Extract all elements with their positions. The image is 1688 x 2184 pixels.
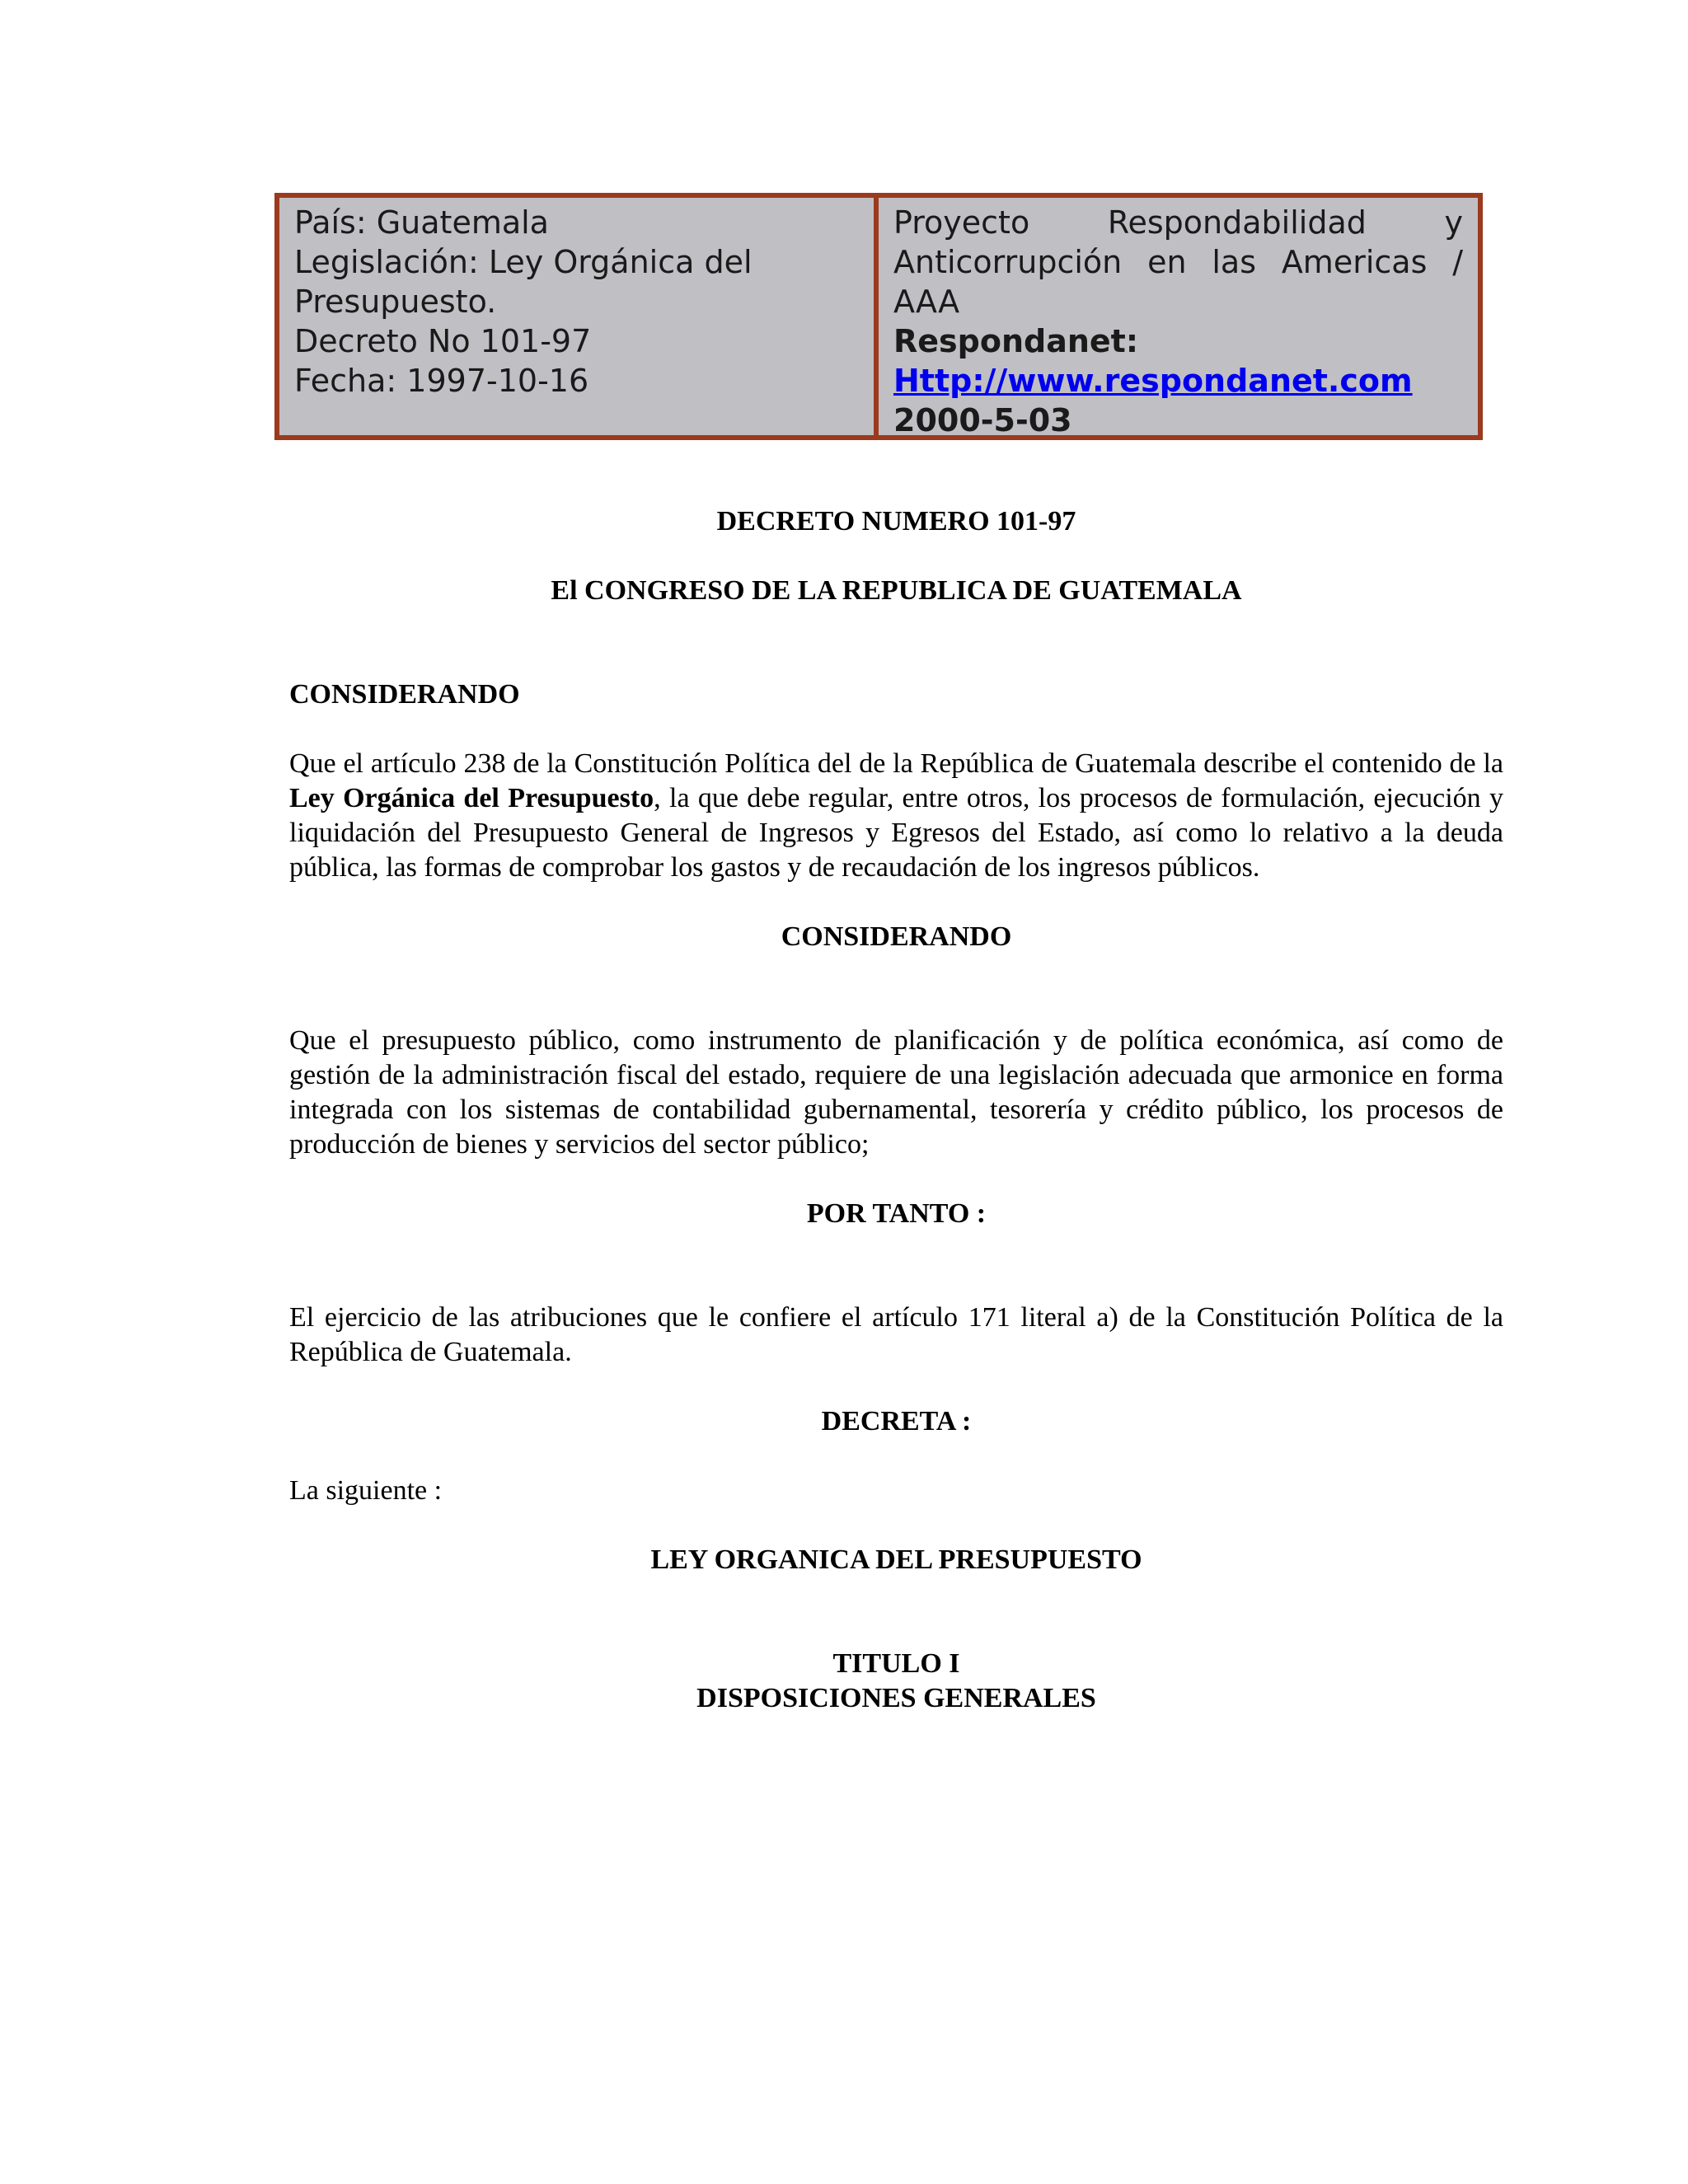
project-word: y [1444, 204, 1463, 241]
project-word: Respondabilidad [1107, 204, 1367, 241]
decreta-heading: DECRETA : [821, 1406, 972, 1436]
document-body [289, 504, 1503, 1716]
header-left-cell [279, 198, 879, 435]
project-word: Anticorrupción [893, 244, 1123, 280]
considerando-heading-1: CONSIDERANDO [289, 679, 520, 710]
la-siguiente-text: La siguiente : [289, 1475, 443, 1506]
header-project-line-1 [893, 203, 1463, 242]
law-name-bold: Ley Orgánica del Presupuesto [289, 783, 654, 813]
header-date: Fecha: 1997-10-16 [294, 363, 589, 399]
header-respondanet-label: Respondanet: [893, 323, 1139, 359]
project-word: Proyecto [893, 204, 1030, 241]
header-right-cell [879, 198, 1478, 438]
document-header-box [274, 193, 1483, 440]
header-project-line-3: AAA [893, 284, 960, 320]
titulo-heading: TITULO I [832, 1648, 960, 1679]
considerando-paragraph-2: Que el presupuesto público, como instrumento de planificación y de política económica, así como de gestión de la administración fiscal del estado, requiere de una legislación adecuada que armonice en forma integrada con los sistemas de contabilidad gubernamental, tesorería y crédito público, los procesos de producción de bienes y servicios del sector público; [289, 1025, 1503, 1160]
decree-title: DECRETO NUMERO 101-97 [716, 506, 1076, 537]
header-project-line-2 [893, 242, 1463, 282]
project-word: Americas [1281, 244, 1428, 280]
header-legislation-line-2: Presupuesto. [294, 284, 497, 320]
header-legislation-line-1: Legislación: Ley Orgánica del [294, 244, 753, 280]
considerando-1-text-b: , la que debe regular, entre otros, los procesos de formulación, ejecución y liquidación del Presupuesto General de Ingresos y Egresos del Estado, así como lo relativo a la deuda pública, las formas de comprobar los gastos y de recaudación de los ingresos públicos. [289, 783, 1504, 883]
project-word: / [1452, 244, 1463, 280]
project-word: las [1212, 244, 1256, 280]
project-word: en [1147, 244, 1187, 280]
considerando-heading-2: CONSIDERANDO [781, 921, 1012, 952]
por-tanto-heading: POR TANTO : [806, 1198, 987, 1229]
congress-subtitle: El CONGRESO DE LA REPUBLICA DE GUATEMALA [551, 575, 1242, 606]
disposiciones-heading: DISPOSICIONES GENERALES [696, 1683, 1096, 1713]
law-title: LEY ORGANICA DEL PRESUPUESTO [650, 1544, 1142, 1575]
header-decree: Decreto No 101-97 [294, 323, 592, 359]
considerando-paragraph-1 [289, 747, 1503, 885]
header-country: País: Guatemala [294, 204, 549, 241]
respondanet-link[interactable]: Http://www.respondanet.com [893, 363, 1413, 399]
por-tanto-paragraph: El ejercicio de las atribuciones que le confiere el artículo 171 literal a) de la Constitución Política de la República de Guatemala. [289, 1302, 1503, 1367]
considerando-1-text-a: Que el artículo 238 de la Constitución Política del de la República de Guatemala describe el contenido de la [289, 748, 1503, 779]
header-right-date: 2000-5-03 [893, 402, 1072, 438]
